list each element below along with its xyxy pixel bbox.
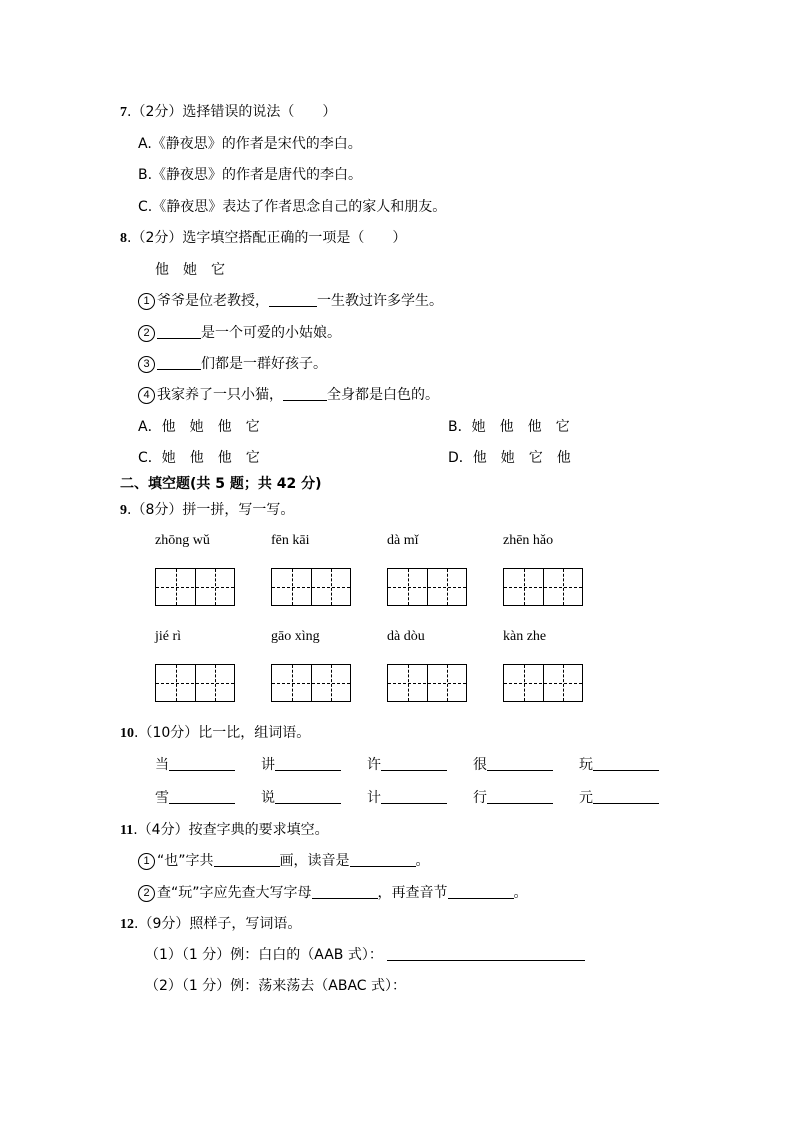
answer-blank[interactable] <box>269 292 317 307</box>
q9-stem: 9.（8分）拼一拼，写一写。 <box>120 502 295 518</box>
q8-item: 4 我家养了一只小猫， 全身都是白色的。 <box>138 386 439 404</box>
q8-option-d[interactable]: D．他 她 它 他 <box>448 450 571 466</box>
pinyin-label: kàn zhe <box>503 629 547 644</box>
pinyin-label: zhēn hǎo <box>503 533 554 548</box>
answer-blank[interactable] <box>312 884 378 899</box>
writing-grid[interactable] <box>155 664 235 702</box>
writing-grid[interactable] <box>387 568 467 606</box>
writing-grid[interactable] <box>271 664 351 702</box>
circled-number: 4 <box>138 387 155 404</box>
circled-number: 1 <box>138 293 155 310</box>
q8-stem: 8.（2分）选字填空搭配正确的一项是（ ） <box>120 230 407 246</box>
q8-item: 1 爷爷是位老教授， 一生教过许多学生。 <box>138 292 443 310</box>
writing-grid[interactable] <box>271 568 351 606</box>
q10-stem: 10.（10分）比一比，组词语。 <box>120 725 311 741</box>
q12-item: （2）（1 分）例：荡来荡去（ABAC 式）： <box>145 978 407 994</box>
writing-grid[interactable] <box>503 664 583 702</box>
pinyin-label: dà mǐ <box>387 533 419 548</box>
word-item: 很 <box>473 756 553 774</box>
q7-option-c: C.《静夜思》表达了作者思念自己的家人和朋友。 <box>138 199 447 215</box>
answer-blank[interactable] <box>275 756 341 771</box>
answer-blank[interactable] <box>350 852 416 867</box>
answer-blank[interactable] <box>157 355 201 370</box>
word-item: 说 <box>261 789 341 807</box>
answer-blank[interactable] <box>593 756 659 771</box>
answer-blank[interactable] <box>169 756 235 771</box>
answer-blank[interactable] <box>387 946 585 961</box>
word-item: 玩 <box>579 756 659 774</box>
q11-item: 2 查“玩”字应先查大写字母 ，再查音节 。 <box>138 884 528 902</box>
word-item: 许 <box>367 756 447 774</box>
answer-blank[interactable] <box>487 789 553 804</box>
q8-item: 3 们都是一群好孩子。 <box>138 355 327 373</box>
writing-grid[interactable] <box>155 568 235 606</box>
word-item: 雪 <box>155 789 235 807</box>
answer-blank[interactable] <box>593 789 659 804</box>
circled-number: 2 <box>138 325 155 342</box>
word-item: 讲 <box>261 756 341 774</box>
answer-blank[interactable] <box>169 789 235 804</box>
circled-number: 1 <box>138 853 155 870</box>
q12-stem: 12.（9分）照样子，写词语。 <box>120 916 302 932</box>
answer-blank[interactable] <box>381 789 447 804</box>
q8-option-b[interactable]: B．她 他 他 它 <box>448 419 570 435</box>
section-title: 二、填空题(共 5 题；共 42 分) <box>120 476 322 492</box>
q8-option-c[interactable]: C．她 他 他 它 <box>138 450 260 466</box>
q12-item: （1）（1 分）例：白白的（AAB 式）： <box>145 946 585 964</box>
word-item: 当 <box>155 756 235 774</box>
q7-option-a: A.《静夜思》的作者是宋代的李白。 <box>138 136 362 152</box>
answer-blank[interactable] <box>283 386 327 401</box>
pinyin-label: dà dòu <box>387 629 425 644</box>
word-item: 元 <box>579 789 659 807</box>
pinyin-label: fēn kāi <box>271 533 310 548</box>
writing-grid[interactable] <box>503 568 583 606</box>
circled-number: 2 <box>138 885 155 902</box>
answer-blank[interactable] <box>448 884 514 899</box>
q8-choices: 他 她 它 <box>155 262 225 278</box>
answer-blank[interactable] <box>157 324 201 339</box>
answer-blank[interactable] <box>275 789 341 804</box>
pinyin-label: gāo xìng <box>271 629 320 644</box>
q7-stem: 7.（2分）选择错误的说法（ ） <box>120 104 337 120</box>
circled-number: 3 <box>138 356 155 373</box>
q11-item: 1 “也”字共 画，读音是 。 <box>138 852 430 870</box>
q8-item: 2 是一个可爱的小姑娘。 <box>138 324 341 342</box>
writing-grid[interactable] <box>387 664 467 702</box>
answer-blank[interactable] <box>214 852 280 867</box>
answer-blank[interactable] <box>487 756 553 771</box>
q7-option-b: B.《静夜思》的作者是唐代的李白。 <box>138 167 363 183</box>
word-item: 计 <box>367 789 447 807</box>
q11-stem: 11.（4分）按查字典的要求填空。 <box>120 822 329 838</box>
pinyin-label: jié rì <box>155 629 182 644</box>
answer-blank[interactable] <box>381 756 447 771</box>
word-item: 行 <box>473 789 553 807</box>
pinyin-label: zhōng wǔ <box>155 533 210 548</box>
q8-option-a[interactable]: A．他 她 他 它 <box>138 419 260 435</box>
